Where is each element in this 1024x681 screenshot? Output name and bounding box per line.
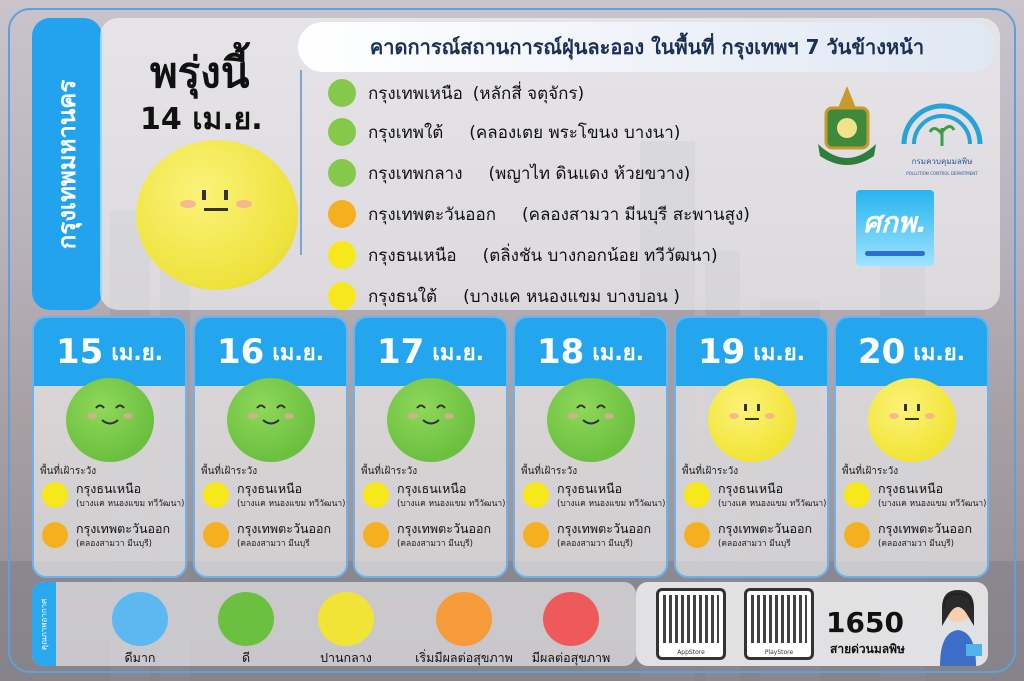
day-card [193,316,348,578]
legend-label: เริ่มมีผลต่อสุขภาพ [415,650,513,665]
watch-area-districts: (บางแค หนองแขม ทวีวัฒนา) [557,499,666,509]
level-dot-icon [203,522,229,548]
side-label: กรุงเทพมหานคร [53,79,82,249]
appstore-qr-code[interactable] [656,588,726,660]
legend-label: ดีมาก [124,650,156,665]
day-header [515,318,666,386]
watch-area-name: กรุงเทพตะวันออก [878,521,973,536]
area-districts: (ตลิ่งชัน บางกอกน้อย ทวีวัฒนา) [482,245,718,266]
day-month: เม.ย. [913,340,965,366]
area-name: กรุงเทพใต้ [368,122,444,143]
level-dot-icon [523,522,549,548]
level-dot-icon [328,241,356,269]
legend-label: ปานกลาง [320,650,372,665]
moderate-face-icon [708,378,796,462]
watch-area-districts: (บางแค หนองแขม ทวีวัฒนา) [718,499,827,509]
very-good-face-icon [112,592,168,646]
warning-label: พื้นที่เฝ้าระวัง [521,466,578,477]
divider [300,70,302,255]
hotline-number: 1650 [826,606,904,639]
starting-effect-face-icon [436,592,492,646]
day-number: 20 [858,332,906,372]
watch-area-name: กรุงธนเหนือ [557,481,623,496]
legend-title: คุณภาพอากาศ [39,598,49,650]
watch-area-row [684,482,827,510]
watch-area-name: กรุงธนเหนือ [718,481,784,496]
moderate-face-icon [868,378,956,462]
watch-area-districts: (บางแค หนองแขม ทวีวัฒนา) [878,499,987,509]
watch-area-row [203,482,346,510]
level-dot-icon [328,118,356,146]
day-month: เม.ย. [592,340,644,366]
day-month: เม.ย. [272,340,324,366]
hotline-label: สายด่วนมลพิษ [830,642,905,656]
area-districts: (คลองสามวา มีนบุรี สะพานสูง) [522,204,750,225]
legend-label: ดี [241,650,251,665]
bangkok-seal-logo [808,82,886,170]
pcd-name: กรมควบคุมมลพิษ [911,157,973,166]
unhealthy-face-icon [543,592,599,646]
legend-item [516,592,626,668]
area-name: กรุงเทพกลาง [368,163,463,184]
day-number: 19 [698,332,746,372]
watch-area-row [523,482,666,510]
area-name: กรุงธนเหนือ [368,245,457,266]
good-face-icon [227,378,315,462]
watch-area-districts: (บางแค หนองแขม ทวีวัฒนา) [76,499,185,509]
legend-item [402,592,526,668]
level-dot-icon [684,522,710,548]
level-dot-icon [328,200,356,228]
moderate-face-icon [318,592,374,646]
area-row [328,158,690,188]
center-logo-band [865,251,925,256]
day-number: 16 [217,332,265,372]
day-header [836,318,987,386]
watch-area-districts: (คลองสามวา มีนบุรี) [76,539,152,549]
legend-item [296,592,396,668]
center-abbr: ศกพ. [863,205,927,239]
watch-area-districts: (บางแค หนองแขม ทวีวัฒนา) [397,499,506,509]
side-label-tab [32,18,102,310]
level-dot-icon [523,482,549,508]
tomorrow-moderate-face-icon [136,140,298,290]
watch-area-name: กรุงเทพตะวันออก [557,521,652,536]
warning-label: พื้นที่เฝ้าระวัง [682,466,739,477]
watch-area-name: กรุงเทพตะวันออก [237,521,332,536]
watch-area-row [684,522,812,550]
day-month: เม.ย. [111,340,163,366]
area-name: กรุงธนใต้ [368,286,438,307]
level-dot-icon [328,282,356,310]
area-districts: (คลองเตย พระโขนง บางนา) [469,122,681,143]
day-card [834,316,989,578]
watch-area-row [42,482,185,510]
watch-area-name: กรุงธนเหนือ [878,481,944,496]
level-dot-icon [42,482,68,508]
level-dot-icon [42,522,68,548]
day-header [195,318,346,386]
area-districts: (บางแค หนองแขม บางบอน ) [463,286,680,307]
level-dot-icon [328,159,356,187]
watch-area-row [844,482,987,510]
level-dot-icon [203,482,229,508]
day-header [676,318,827,386]
warning-label: พื้นที่เฝ้าระวัง [361,466,418,477]
good-face-icon [66,378,154,462]
pcd-logo [894,84,990,182]
day-number: 15 [56,332,104,372]
area-row [328,117,680,147]
playstore-qr-code[interactable] [744,588,814,660]
center-logo [856,190,934,266]
area-row [328,281,680,311]
legend-label: มีผลต่อสุขภาพ [531,650,611,665]
watch-area-name: กรุงเทพตะวันออก [718,521,813,536]
air-quality-legend [32,582,636,666]
watch-area-row [523,522,651,550]
watch-area-name: กรุงเทพตะวันออก [397,521,492,536]
watch-area-name: กรุงธนเหนือ [76,481,142,496]
day-card [32,316,187,578]
legend-item [196,592,296,668]
level-dot-icon [363,522,389,548]
level-dot-icon [328,79,356,107]
watch-area-districts: (คลองสามวา มีนบุรี [237,539,310,549]
area-row [328,199,750,229]
watch-area-row [363,522,491,550]
warning-label: พื้นที่เฝ้าระวัง [842,466,899,477]
watch-area-districts: (คลองสามวา มีนบุรี) [557,539,633,549]
watch-area-name: กรุงธนเหนือ [237,481,303,496]
watch-area-row [363,482,506,510]
watch-area-row [42,522,170,550]
day-number: 18 [537,332,585,372]
area-name: กรุงเทพเหนือ [368,83,463,104]
watch-area-districts: (คลองสามวา มีนบุรี [718,539,791,549]
legend-title-tab [32,582,56,666]
area-districts: (หลักสี่ จตุจักร) [472,83,585,104]
day-header [355,318,506,386]
area-districts: (พญาไท ดินแดง ห้วยขวาง) [488,163,691,184]
forecast-headline: คาดการณ์สถานการณ์ฝุ่นละออง ในพื้นที่ กรุงเทพฯ 7 วันข้างหน้า [298,22,996,72]
watch-area-districts: (บางแค หนองแขม ทวีวัฒนา) [237,499,346,509]
appstore-label: AppStore [677,649,705,656]
area-row [328,78,584,108]
area-row [328,240,718,270]
warning-label: พื้นที่เฝ้าระวัง [40,466,97,477]
watch-area-districts: (คลองสามวา มีนบุรี) [397,539,473,549]
level-dot-icon [363,482,389,508]
day-month: เม.ย. [432,340,484,366]
day-number: 17 [377,332,425,372]
warning-label: พื้นที่เฝ้าระวัง [201,466,258,477]
playstore-label: PlayStore [764,649,794,656]
tomorrow-title: พรุ่งนี้ [150,48,250,97]
area-name: กรุงเทพตะวันออก [368,204,496,225]
legend-item [90,592,190,668]
watch-area-row [203,522,331,550]
tomorrow-date: 14 เม.ย. [140,102,263,137]
day-card [353,316,508,578]
good-face-icon [547,378,635,462]
watch-area-row [844,522,972,550]
day-card [674,316,829,578]
watch-area-districts: (คลองสามวา มีนบุรี) [878,539,954,549]
good-face-icon [387,378,475,462]
level-dot-icon [684,482,710,508]
watch-area-name: กรุงเธนเหนือ [397,481,467,496]
pcd-name-en: POLLUTION CONTROL DEPARTMENT [906,171,978,176]
level-dot-icon [844,482,870,508]
day-month: เม.ย. [753,340,805,366]
day-header [34,318,185,386]
call-center-agent-icon [930,586,986,666]
good-face-icon [218,592,274,646]
level-dot-icon [844,522,870,548]
watch-area-name: กรุงเทพตะวันออก [76,521,171,536]
day-card [513,316,668,578]
